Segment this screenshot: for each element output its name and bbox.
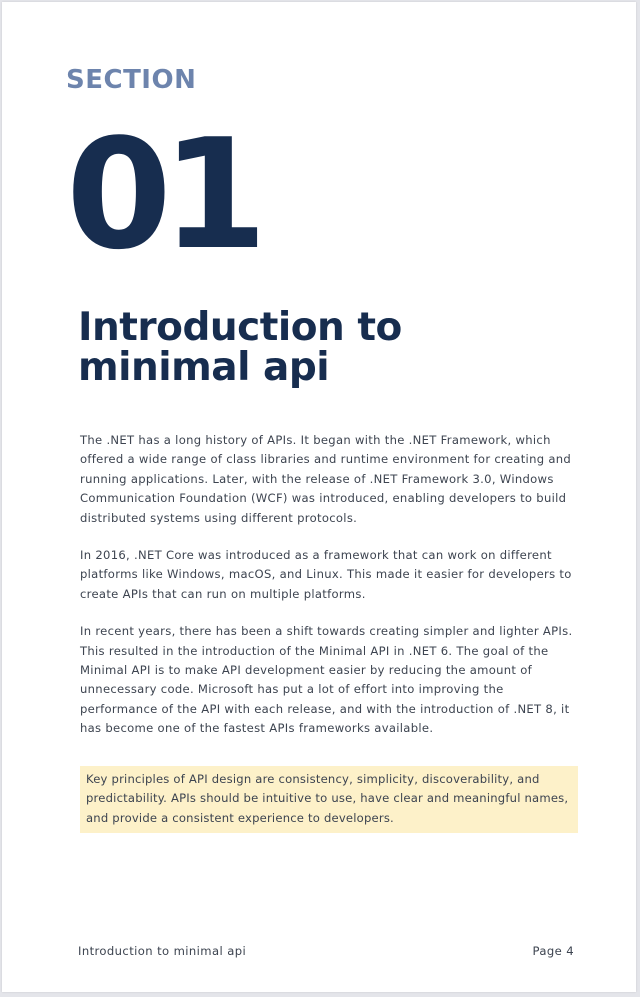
body-text bbox=[80, 431, 580, 757]
callout-box: Key principles of API design are consistency, simplicity, discoverability, and predictability. APIs should be intuitive to use, have clear and meaningful names, and provide a consistent experience to developers. bbox=[80, 766, 578, 833]
footer-title: Introduction to minimal api bbox=[78, 944, 247, 958]
document-page bbox=[2, 2, 636, 992]
section-label: SECTION bbox=[66, 65, 197, 95]
body-paragraph: In 2016, .NET Core was introduced as a framework that can work on different platforms like Windows, macOS, and Linux. This made it easier for developers to create APIs that can run on multiple platforms. bbox=[80, 548, 572, 601]
body-paragraph: In recent years, there has been a shift towards creating simpler and lighter APIs. This resulted in the introduction of the Minimal API in .NET 6. The goal of the Minimal API is to make API development easier by reducing the amount of unnecessary code. Microsoft has put a lot of effort into improving the performance of the API with each release, and with the introduction of .NET 8, it has become one of the fastest APIs frameworks available. bbox=[80, 624, 573, 736]
body-paragraph: The .NET has a long history of APIs. It began with the .NET Framework, which offered a wide range of class libraries and runtime environment for creating and running applications. Later, with the release of .NET Framework 3.0, Windows Communication Foundation (WCF) was introduced, enabling developers to build distributed systems using different protocols. bbox=[80, 433, 572, 525]
chapter-title: Introduction to minimal api bbox=[78, 305, 402, 390]
page-number: Page 4 bbox=[532, 944, 574, 958]
section-number: 01 bbox=[66, 106, 258, 283]
